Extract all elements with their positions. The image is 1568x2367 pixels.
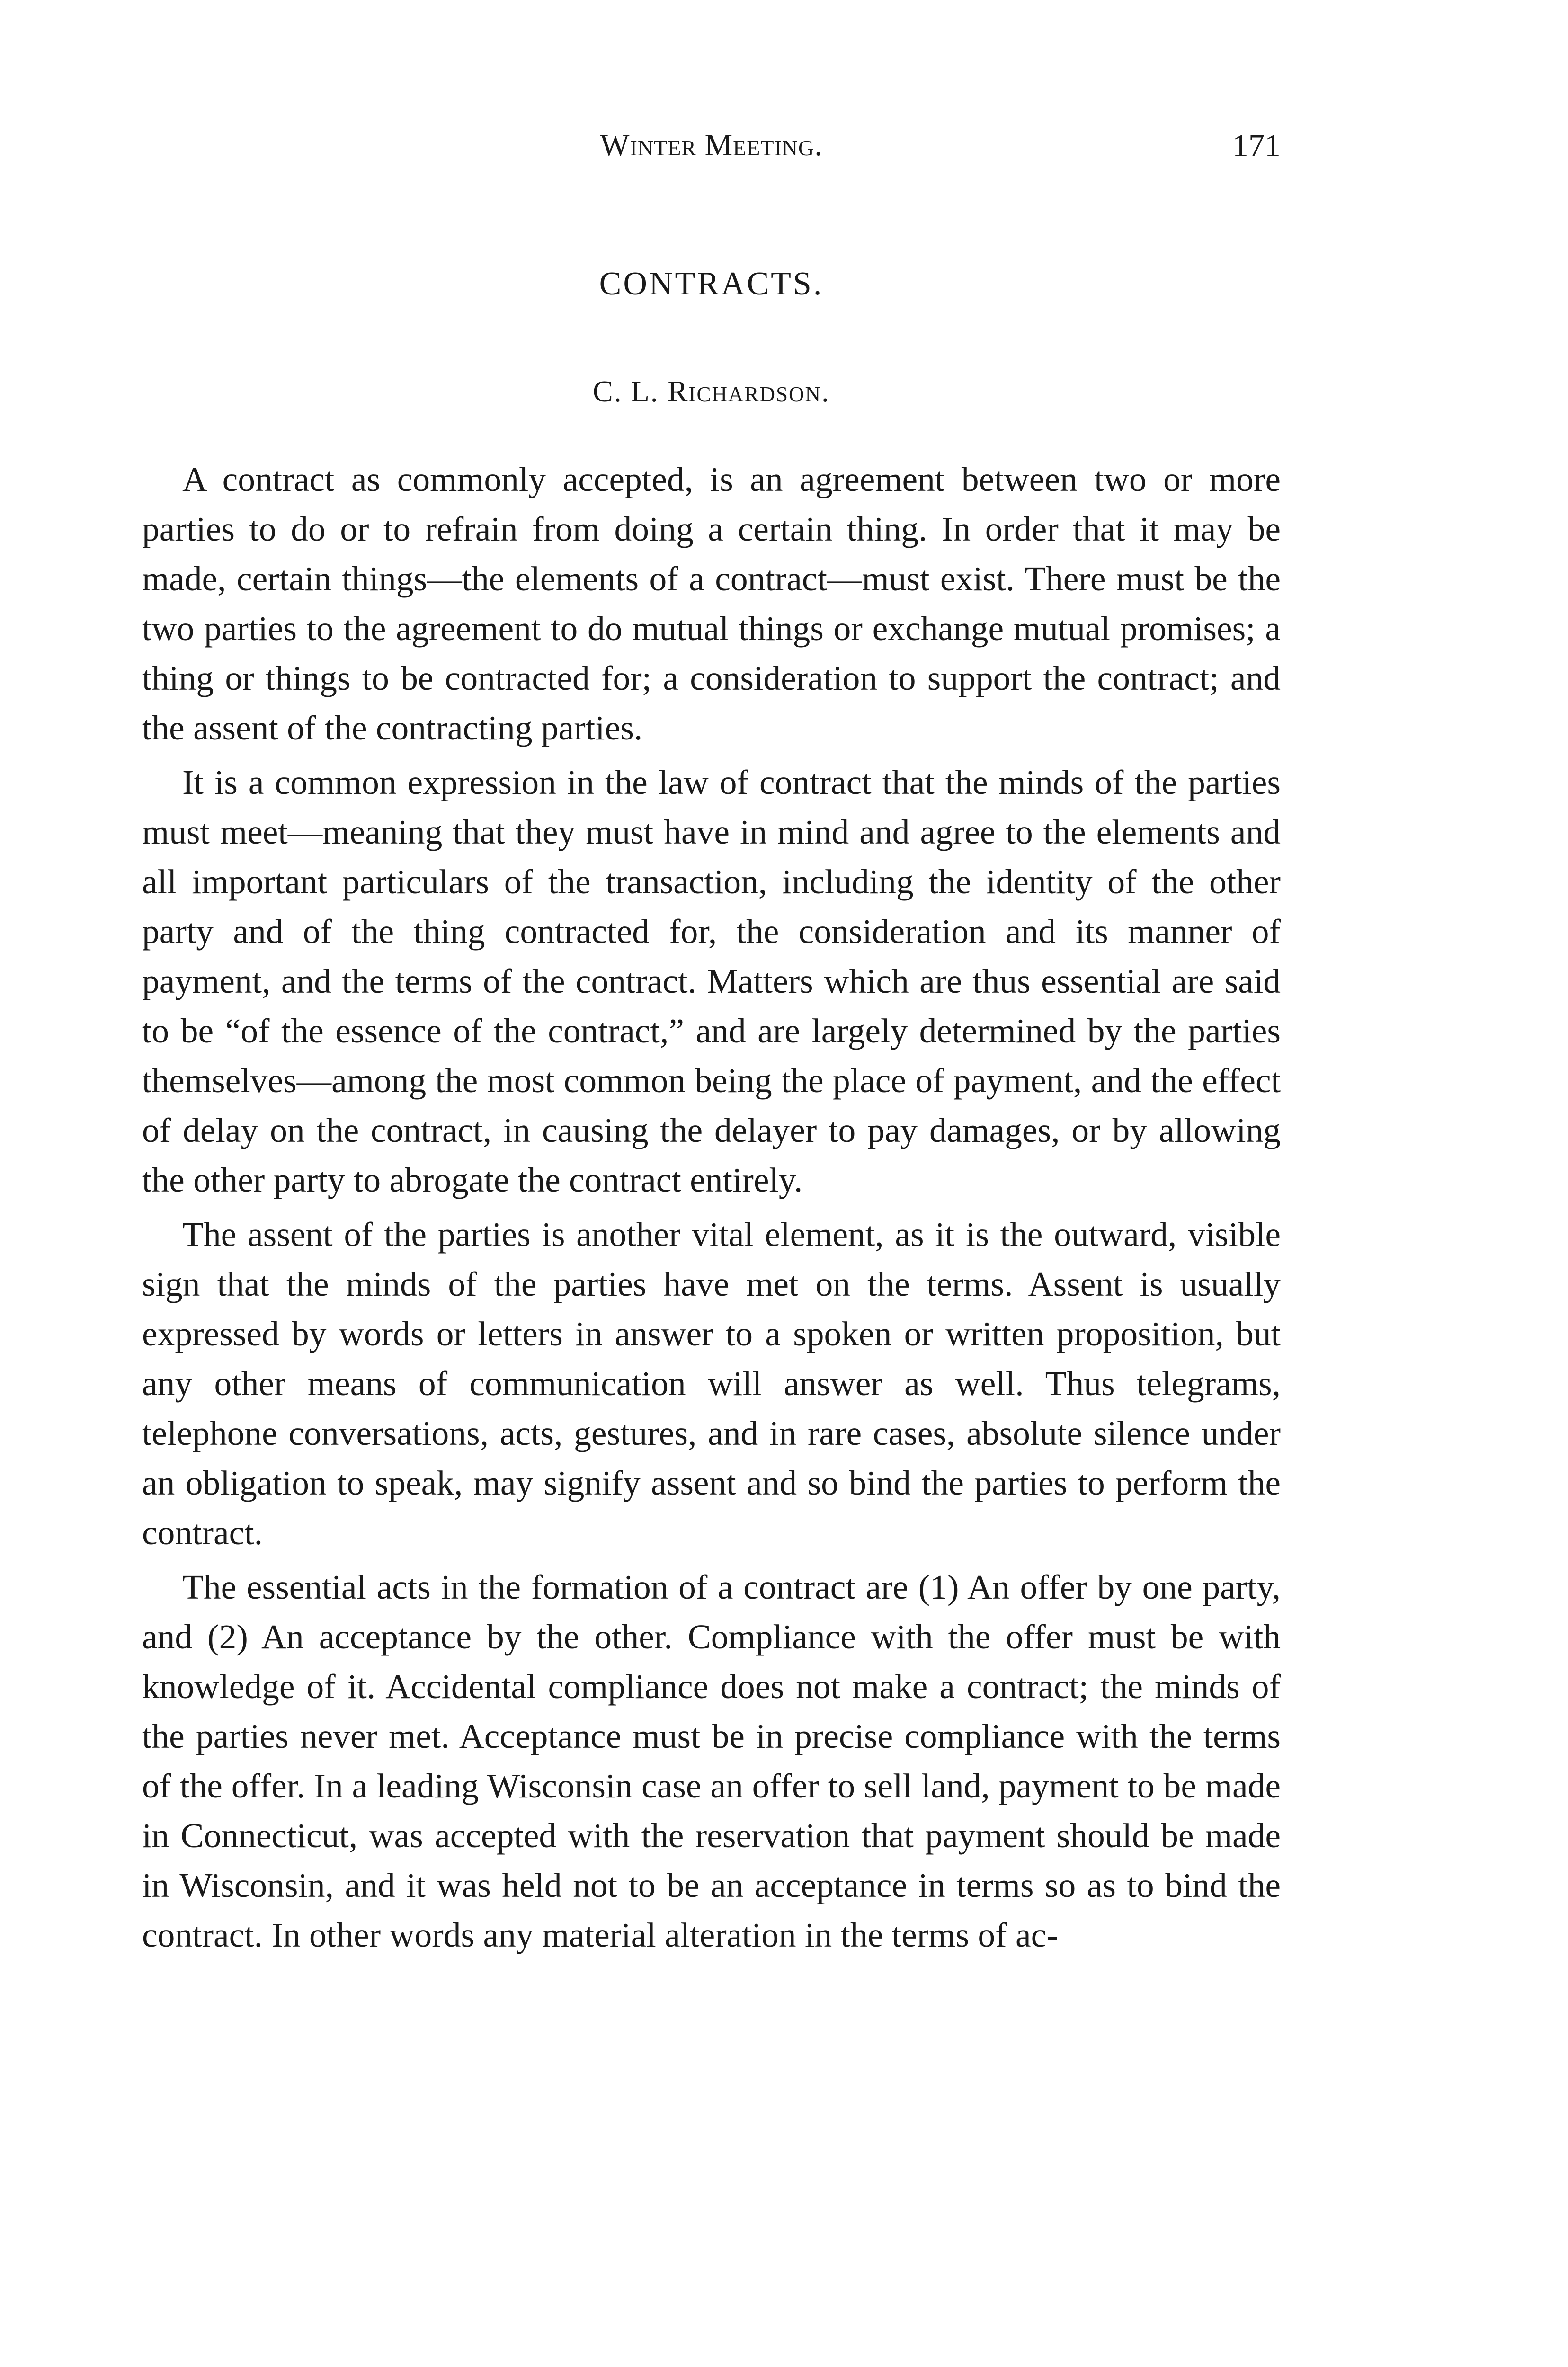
article-body [142, 454, 1281, 1965]
paragraph: It is a common expression in the law of contract that the minds of the parties must meet—meaning that they must have in mind and agree to the elements and all important particulars of the transaction, including the identity of the other party and of the thing contracted for, the consideration and its manner of payment, and the terms of the contract. Matters which are thus essential are said to be “of the essence of the contract,” and are largely determined by the parties themselves—among the most common being the place of payment, and the effect of delay on the contract, in causing the delayer to pay damages, or by allowing the other party to abrogate the contract entirely. [142, 763, 1281, 1199]
running-title: Winter Meeting. [600, 128, 823, 162]
paragraph: The assent of the parties is another vital element, as it is the outward, visible sign that the minds of the parties have met on the terms. Assent is usually expressed by words or letters in answer to a spoken or written proposition, but any other means of communication will answer as well. Thus telegrams, telephone conversations, acts, gestures, and in rare cases, absolute silence under an obligation to speak, may signify assent and so bind the parties to perform the contract. [142, 1215, 1281, 1552]
running-header [142, 119, 1281, 171]
article-title: CONTRACTS. [599, 266, 824, 302]
paragraph: The essential acts in the formation of a contract are (1) An offer by one party, and (2) An acceptance by the other. Compliance with the offer must be with knowledge of it. Accidental compliance does not make a contract; the minds of the parties never met. Acceptance must be in precise compliance with the terms of the offer. In a leading Wisconsin case an offer to sell land, payment to be made in Connecticut, was accepted with the reservation that payment should be made in Wisconsin, and it was held not to be an acceptance in terms so as to bind the contract. In other words any material alteration in the terms of ac- [142, 1568, 1281, 1954]
author-byline: C. L. Richardson. [593, 374, 830, 408]
page-number: 171 [1232, 127, 1281, 163]
paragraph: A contract as commonly accepted, is an agreement between two or more parties to do or to refrain from doing a certain thing. In order that it may be made, certain things—the elements of a contract—must exist. There must be the two parties to the agreement to do mutual things or exchange mutual promises; a thing or things to be contracted for; a consideration to support the contract; and the assent of the contracting parties. [142, 460, 1281, 747]
